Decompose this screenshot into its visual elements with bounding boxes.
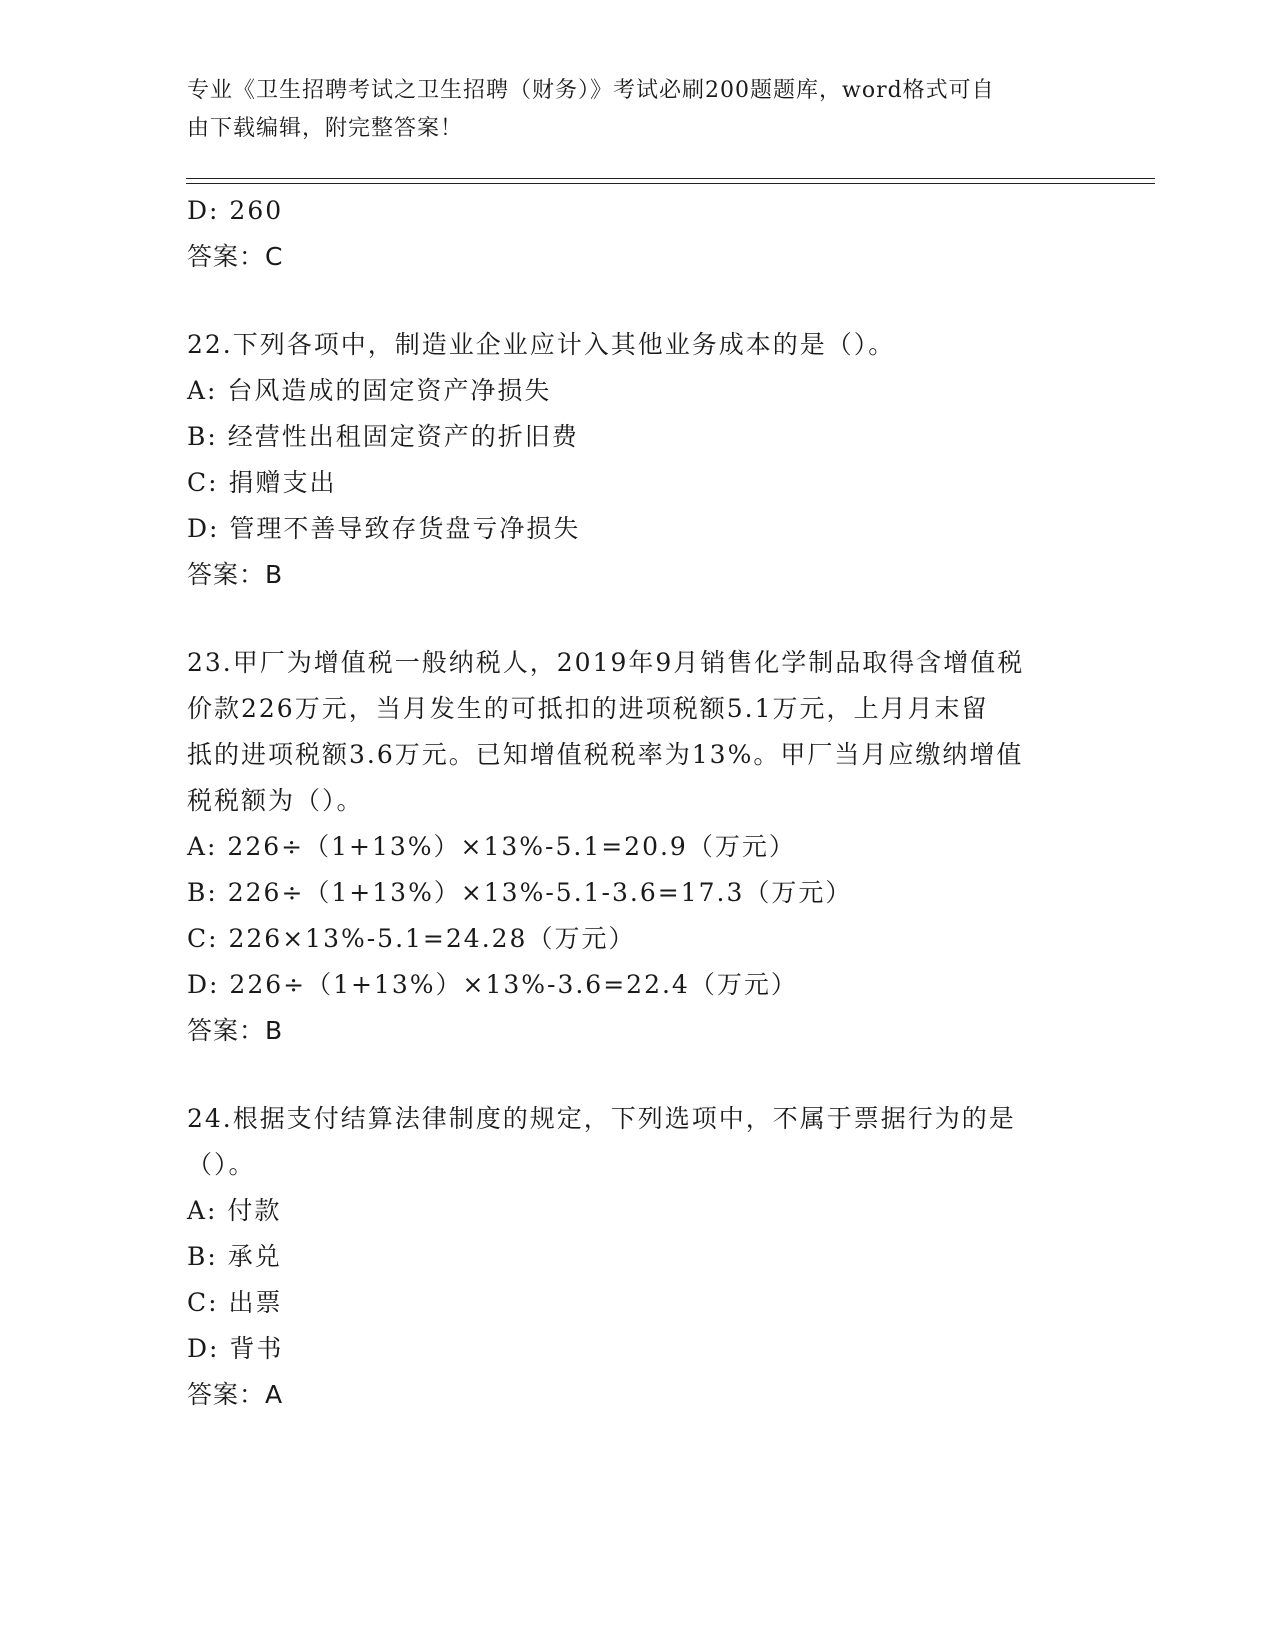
option-c: C: 出票 (187, 1288, 283, 1317)
question-stem-line-1: 23.甲厂为增值税一般纳税人，2019年9月销售化学制品取得含增值税 (187, 648, 1025, 677)
question-stem: 22.下列各项中，制造业企业应计入其他业务成本的是（）。 (187, 330, 896, 359)
question-stem-line-2: 价款226万元，当月发生的可抵扣的进项税额5.1万元，上月月末留 (187, 694, 989, 723)
option-d: D: 226÷（1+13%）×13%-3.6=22.4（万元） (187, 970, 798, 999)
question-stem-line-1: 24.根据支付结算法律制度的规定，下列选项中，不属于票据行为的是 (187, 1104, 1016, 1133)
option-a: A: 付款 (187, 1196, 282, 1225)
option-b: B: 承兑 (187, 1242, 282, 1271)
option-b: B: 226÷（1+13%）×13%-5.1-3.6=17.3（万元） (187, 878, 853, 907)
option-b: B: 经营性出租固定资产的折旧费 (187, 422, 579, 451)
question-stem-line-4: 税税额为（）。 (187, 786, 364, 815)
answer-line: 答案：B (187, 1016, 284, 1045)
question-stem-line-3: 抵的进项税额3.6万元。已知增值税税率为13%。甲厂当月应缴纳增值 (187, 740, 1024, 769)
header-rule-top (186, 178, 1155, 179)
answer-line: 答案：C (187, 242, 284, 271)
question-stem (187, 1096, 1087, 1188)
question-24 (187, 1096, 1087, 1418)
option-d: D: 背书 (187, 1334, 284, 1363)
option-d: D: 管理不善导致存货盘亏净损失 (187, 514, 581, 543)
header-line-1: 专业《卫生招聘考试之卫生招聘（财务）》考试必刷200题题库，word格式可自 (187, 78, 995, 103)
option-c: C: 捐赠支出 (187, 468, 337, 497)
question-stem-line-2: （）。 (187, 1150, 256, 1179)
answer-line: 答案：A (187, 1380, 284, 1409)
header-rule-bottom (186, 183, 1155, 184)
option-d: D: 260 (187, 196, 284, 225)
question-stem (187, 640, 1087, 824)
option-a: A: 台风造成的固定资产净损失 (187, 376, 552, 405)
document-header (187, 72, 1067, 148)
previous-question-tail (187, 188, 1087, 280)
option-a: A: 226÷（1+13%）×13%-5.1=20.9（万元） (187, 832, 796, 861)
option-c: C: 226×13%-5.1=24.28（万元） (187, 924, 636, 953)
document-body (187, 188, 1087, 1418)
answer-line: 答案：B (187, 560, 284, 589)
question-22 (187, 322, 1087, 598)
question-23 (187, 640, 1087, 1054)
header-line-2: 由下载编辑，附完整答案！ (187, 116, 464, 141)
